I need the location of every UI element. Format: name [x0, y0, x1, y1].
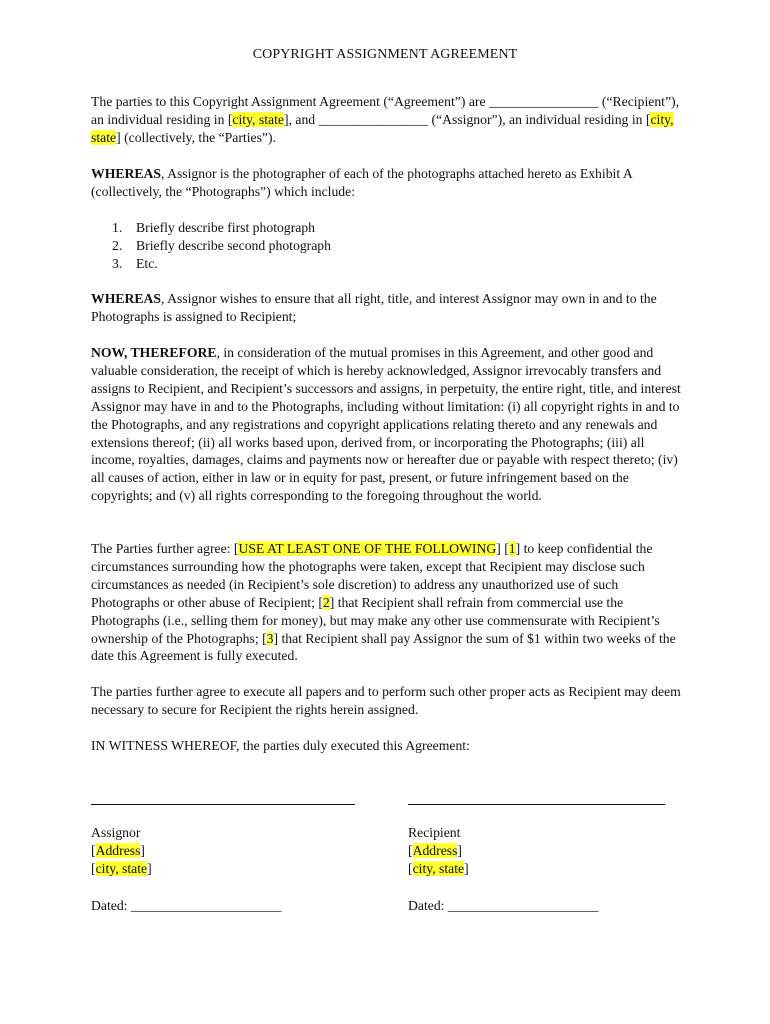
recipient-signature-line	[408, 804, 665, 805]
recipient-label: Recipient	[408, 825, 461, 840]
now-therefore-text: , in consideration of the mutual promises in this Agreement, and other good and valuable consideration, the receipt of which is hereby acknowledged, Assignor irrevocably transfers and assigns to Recipient, and Recipient’s successors and assigns, in perpetuity, the entire right, title, and interest Assignor may have in and to the Photographs, including without limitation: (i) all copyright rights in and to the Photographs, and any registrations and copyright applications relating thereto and any renewals and extensions thereof; (ii) all works based upon, derived from, or incorporating the Photographs; (iii) all income, royalties, damages, claims and payments now or hereafter due or payable with respect thereto; (iv) all causes of action, either in law or in equity for past, present, or future infringement based on the copyrights; and (v) all rights corresponding to the foregoing throughout the world.	[91, 345, 681, 504]
list-number: 2.	[112, 237, 123, 253]
bracket: ]	[457, 843, 462, 858]
placeholder-address: Address	[95, 843, 141, 858]
whereas-text: , Assignor is the photographer of each of the photographs attached hereto as Exhibit A (collectively, the “Photographs”) which include:	[91, 166, 632, 199]
document-title: COPYRIGHT ASSIGNMENT AGREEMENT	[252, 47, 518, 62]
bracket: [	[91, 861, 96, 876]
further-agree-paragraph	[91, 540, 687, 665]
list-item	[112, 237, 331, 255]
photograph-list	[112, 219, 331, 273]
placeholder-city-state: city, state	[91, 111, 674, 145]
now-therefore-paragraph	[91, 344, 687, 505]
intro-text: ] (collectively, the “Parties”).	[116, 129, 276, 145]
bracket: [	[408, 843, 413, 858]
bracket: ]	[140, 843, 145, 858]
list-item	[112, 255, 331, 273]
witness-paragraph: IN WITNESS WHEREOF, the parties duly executed this Agreement:	[91, 738, 470, 753]
recipient-city-state	[408, 860, 469, 878]
recipient-dated-line: Dated: ______________________	[408, 898, 599, 913]
bracket: [	[408, 861, 413, 876]
assignor-dated-line: Dated: ______________________	[91, 898, 282, 913]
list-item	[112, 219, 331, 237]
whereas-paragraph-2	[91, 290, 687, 326]
placeholder-instruction: USE AT LEAST ONE OF THE FOLLOWING	[238, 541, 497, 556]
placeholder-city-state: city, state	[232, 111, 284, 127]
further-agree-text: ] [	[496, 541, 509, 556]
list-number: 3.	[112, 255, 123, 271]
placeholder-option-number: 3	[266, 630, 274, 646]
whereas-heading: WHEREAS	[91, 166, 161, 181]
bracket: [	[91, 843, 96, 858]
now-therefore-heading: NOW, THEREFORE	[91, 345, 217, 360]
further-agree-text: ] that Recipient shall pay Assignor the sum of $1 within two weeks of the date this Agreement is fully executed.	[91, 630, 676, 664]
further-agree-text: ] that Recipient shall refrain from commercial use the Photographs (i.e., selling them for money), but may make any other use commensurate with Recipient’s ownership of the Photographs; [	[91, 594, 660, 646]
intro-text: The parties to this Copyright Assignment Agreement (“Agreement”) are ________________ (“Recipient”), an individual residing in [	[91, 94, 680, 127]
whereas-paragraph-1	[91, 165, 687, 201]
whereas-heading: WHEREAS	[91, 291, 161, 306]
bracket: ]	[147, 861, 152, 876]
execute-papers-paragraph: The parties further agree to execute all papers and to perform such other proper acts as Recipient may deem necessary to secure for Recipient the rights herein assigned.	[91, 684, 681, 717]
placeholder-address: Address	[412, 843, 458, 858]
assignor-label: Assignor	[91, 825, 141, 840]
assignor-signature-line	[91, 804, 355, 805]
assignor-address	[91, 842, 152, 860]
list-text: Etc.	[136, 255, 158, 271]
bracket: ]	[464, 861, 469, 876]
further-agree-text: The Parties further agree: [	[91, 541, 239, 556]
list-text: Briefly describe first photograph	[136, 220, 316, 235]
placeholder-option-number: 2	[322, 594, 330, 610]
assignor-city-state	[91, 860, 152, 878]
assignor-signature-block	[91, 824, 152, 878]
recipient-address	[408, 842, 469, 860]
intro-text: ], and ________________ (“Assignor”), an individual residing in [	[283, 111, 651, 127]
whereas-text: , Assignor wishes to ensure that all right, title, and interest Assignor may own in and to the Photographs is assigned to Recipient;	[91, 291, 657, 324]
placeholder-city-state: city, state	[95, 861, 148, 876]
list-number: 1.	[112, 220, 123, 235]
placeholder-city-state: city, state	[412, 861, 465, 876]
intro-paragraph	[91, 93, 687, 147]
further-agree-text: ] to keep confidential the circumstances surrounding how the photographs were taken, except that Recipient may disclose such circumstances as needed (in Recipient’s sole discretion) to address any unauthorized use of such Photographs or other abuse of Recipient; [	[91, 541, 653, 610]
recipient-signature-block	[408, 824, 469, 878]
list-text: Briefly describe second photograph	[136, 237, 331, 253]
placeholder-option-number: 1	[508, 541, 516, 556]
